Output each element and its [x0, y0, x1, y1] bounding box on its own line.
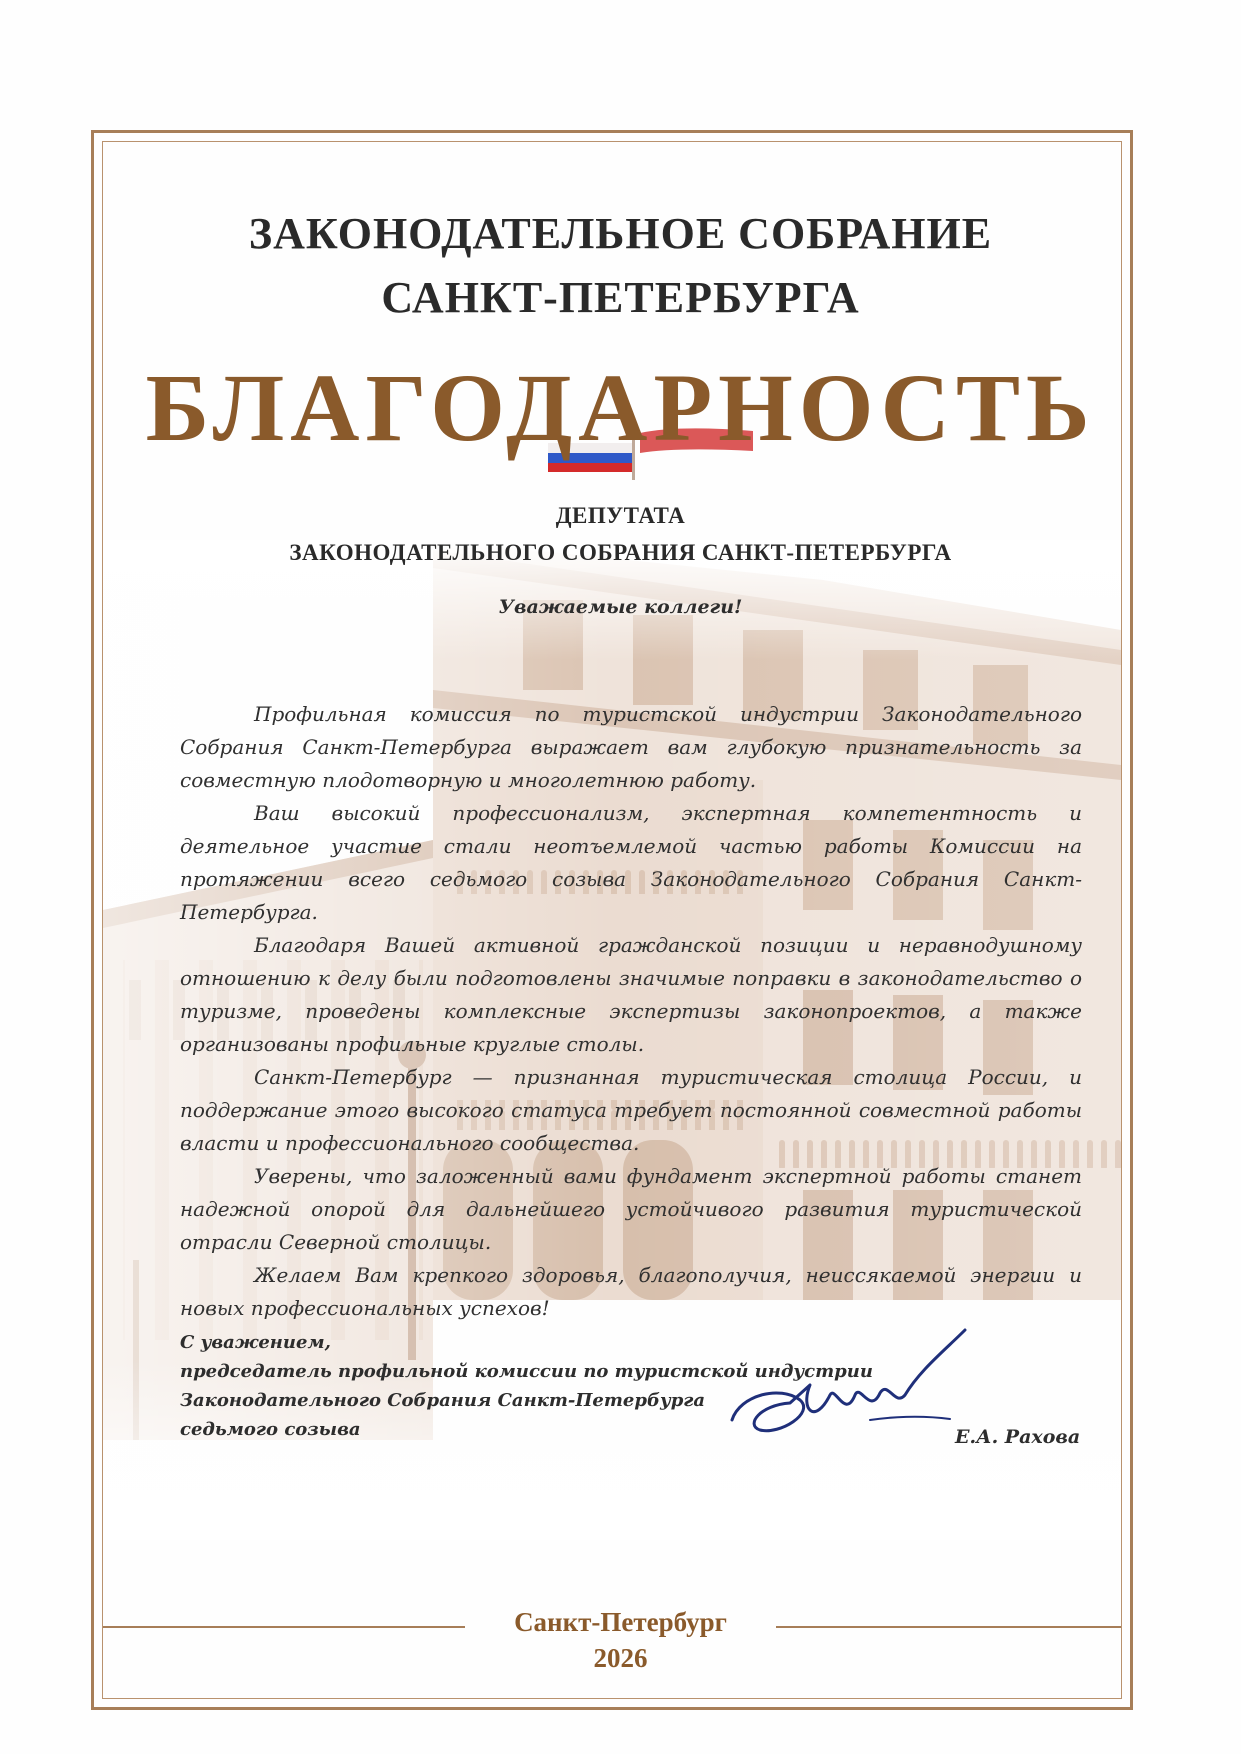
- letter-body: [180, 698, 1082, 1325]
- paragraph: Желаем Вам крепкого здоровья, благополучия, неиссякаемой энергии и новых профессиональных успехов!: [180, 1263, 1082, 1320]
- paragraph: Благодаря Вашей активной гражданской позиции и неравнодушному отношению к делу были подготовлены значимые поправки в законодательство о туризме, проведены комплексные экспертизы законопроектов, а также организованы профильные круглые столы.: [180, 933, 1082, 1056]
- document-title: БЛАГОДАРНОСТЬ: [145, 354, 1096, 461]
- paragraph: Санкт-Петербург — признанная туристическая столица России, и поддержание этого высокого статуса требует постоянной совместной работы власти и профессионального сообщества.: [180, 1065, 1082, 1155]
- subtitle-line-2: ЗАКОНОДАТЕЛЬНОГО СОБРАНИЯ САНКТ-ПЕТЕРБУРГА: [289, 540, 952, 565]
- signer-position-line-1: председатель профильной комиссии по туристской индустрии: [180, 1361, 873, 1382]
- signer-position-line-2: Законодательного Собрания Санкт-Петербурга: [180, 1390, 706, 1411]
- footer-city: Санкт-Петербург: [514, 1607, 727, 1637]
- header-line-1: ЗАКОНОДАТЕЛЬНОЕ СОБРАНИЕ: [248, 209, 993, 258]
- subtitle-line-1: ДЕПУТАТА: [555, 503, 686, 528]
- paragraph: Ваш высокий профессионализм, экспертная компетентность и деятельное участие стали неотъемлемой частью работы Комиссии на протяжении всего седьмого созыва Законодательного Собрания Санкт-Петербурга.: [180, 801, 1082, 924]
- greeting: Уважаемые коллеги!: [498, 596, 743, 618]
- signer-position-line-3: седьмого созыва: [180, 1419, 361, 1440]
- paragraph: Профильная комиссия по туристской индустрии Законодательного Собрания Санкт-Петербурга выражает вам глубокую признательность за совместную плодотворную и многолетнюю работу.: [180, 702, 1082, 792]
- signer-name: Е.А. Рахова: [955, 1426, 1081, 1448]
- paragraph: Уверены, что заложенный вами фундамент экспертной работы станет надежной опорой для дальнейшего устойчивого развития туристической отрасли Северной столицы.: [180, 1164, 1082, 1254]
- closing-phrase: С уважением,: [180, 1332, 331, 1353]
- header-line-2: САНКТ-ПЕТЕРБУРГА: [381, 273, 860, 322]
- handwritten-signature: [720, 1325, 970, 1460]
- footer-year: 2026: [593, 1643, 648, 1673]
